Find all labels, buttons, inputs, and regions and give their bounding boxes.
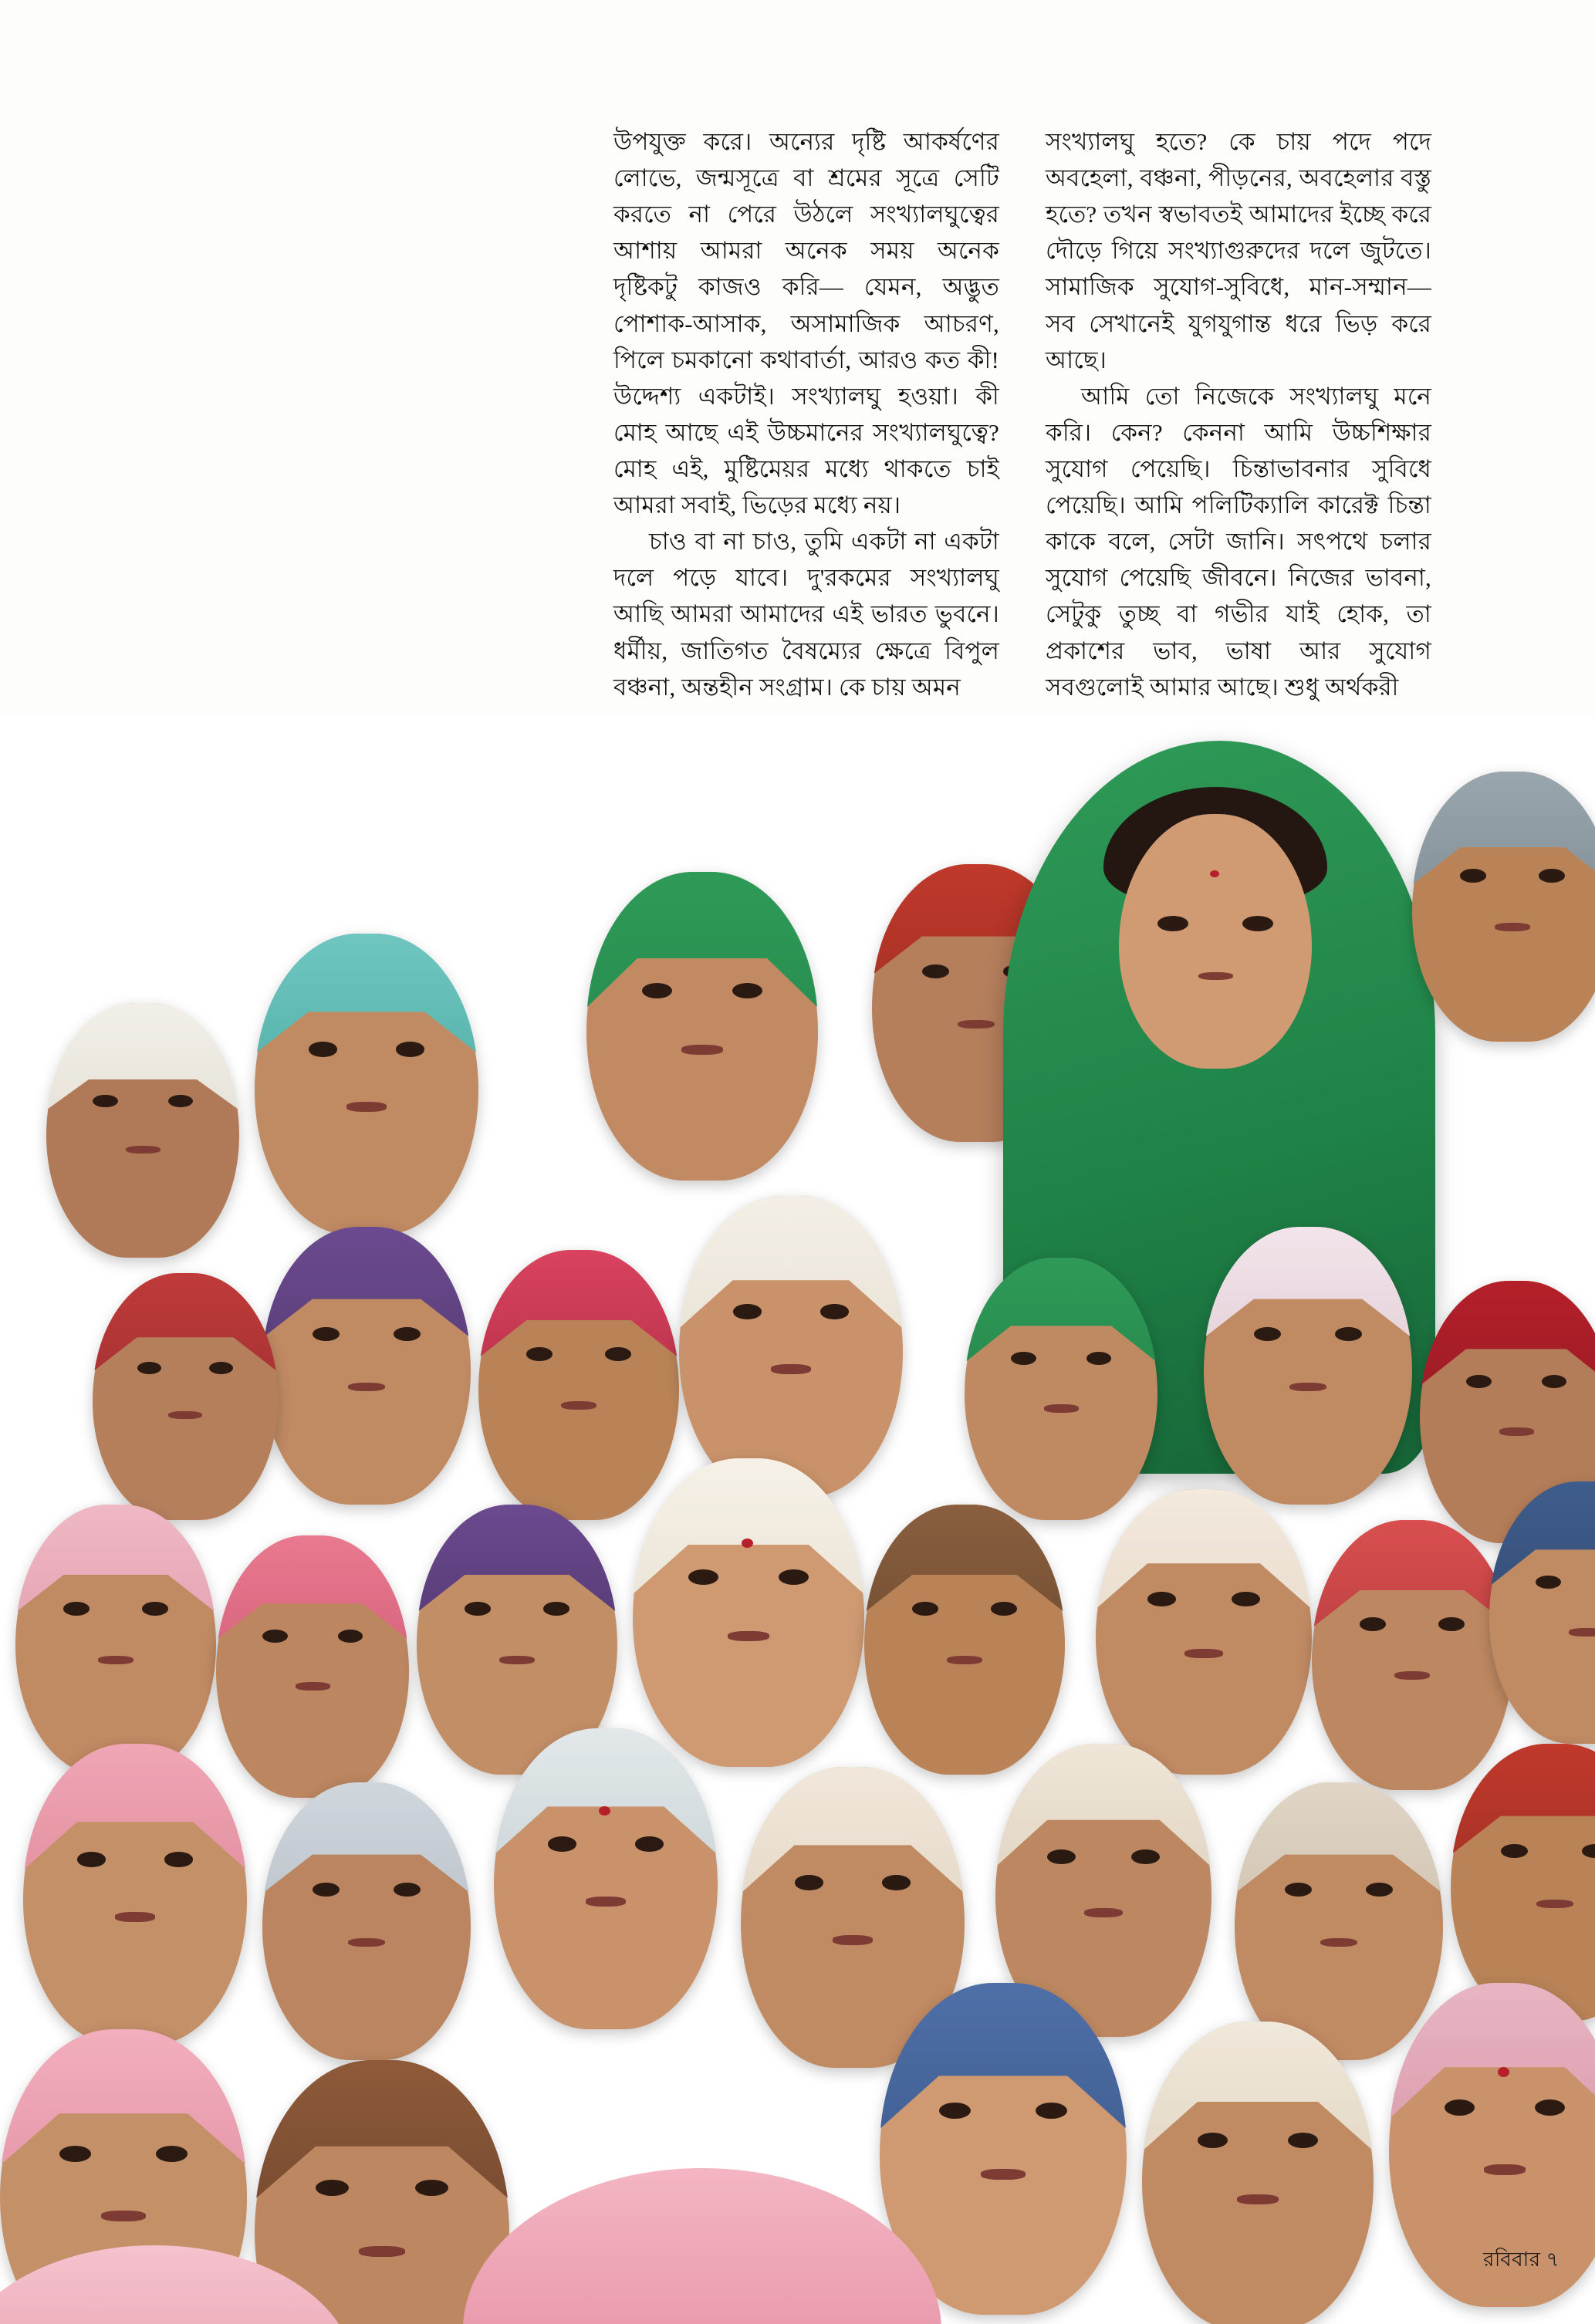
eye [313,1883,340,1897]
mouth [296,1682,330,1691]
head-scarf [216,1535,409,1798]
mouth [359,2246,404,2257]
head-scarf [1412,772,1595,1042]
mouth [1320,1938,1358,1947]
eye [779,1569,809,1585]
eye [1539,869,1565,883]
mouth [115,1912,155,1921]
mouth [1569,1628,1595,1637]
eye [1086,1352,1112,1365]
eye [1285,1883,1312,1897]
crowd-person [494,1728,718,2029]
eye [1460,869,1486,883]
eye [688,1569,718,1585]
paragraph: চাও বা না চাও, তুমি একটা না একটা দলে পড়ে যাবে। দু'রকমের সংখ্যালঘু আছি আমরা আমাদের এই ভারত ভুবনে। ধর্মীয়, জাতিগত বৈষম্যের ক্ষেত্রে বিপুল বঞ্চনা, অন্তহীন সংগ্রাম। কে চায় অমন [613,528,999,701]
crowd-person [216,1535,409,1798]
eye [309,1042,338,1057]
head-scarf [1204,1227,1412,1505]
mouth [771,1364,811,1373]
head-scarf [23,1744,247,2045]
crowd-person [262,1227,471,1505]
eye [394,1327,421,1341]
mouth [1499,1427,1534,1436]
mouth [981,2169,1026,2180]
mouth [947,1656,983,1664]
eye [912,1602,938,1616]
eye [732,983,762,998]
crowd-photograph [0,718,1595,2324]
head-scarf [1451,1744,1595,2022]
eye [338,1630,363,1643]
crowd-person [1312,1520,1512,1790]
eye [548,1836,577,1852]
foreground-figure [463,2168,941,2324]
bindi [1210,870,1220,878]
eye [316,2180,349,2197]
head-scarf [262,1227,471,1505]
eye [168,1095,194,1108]
head-scarf [586,872,818,1181]
eye [1366,1883,1393,1897]
eye [939,2103,972,2120]
eye [1131,1849,1159,1864]
mouth [586,1897,626,1906]
bindi [742,1539,753,1548]
mouth [1394,1671,1431,1680]
mouth [346,1102,387,1111]
photo-content [0,718,1595,2324]
crowd-person [23,1744,247,2045]
head-scarf [1142,2022,1374,2324]
mouth [1184,1649,1223,1658]
eye [1198,2133,1228,2148]
photo-background [0,718,1595,810]
eye [164,1852,194,1867]
eye [396,1042,425,1057]
head-scarf [1235,1782,1443,2060]
crowd-person [864,1505,1065,1775]
eye [1466,1375,1492,1388]
eye [142,1602,168,1616]
eye [922,964,949,978]
article-text [613,123,1593,705]
eye [93,1095,118,1108]
eye [1335,1327,1362,1341]
mouth [728,1631,769,1641]
eye [733,1304,762,1319]
bindi [599,1806,610,1816]
eye [1147,1592,1175,1606]
head-scarf [1096,1489,1312,1775]
head-scarf [255,934,478,1235]
crowd-person [965,1258,1157,1520]
eye [820,1304,850,1319]
head-scarf [633,1458,864,1767]
eye [415,2180,448,2197]
eye [77,1852,106,1867]
eye [313,1327,340,1341]
eye [795,1875,824,1890]
crowd-person [1096,1489,1312,1775]
crowd-person [93,1273,278,1520]
eye [991,1602,1017,1616]
eye [1232,1592,1259,1606]
head-scarf [679,1196,903,1497]
head-scarf [864,1505,1065,1775]
paragraph: উপযুক্ত করে। অন্যের দৃষ্টি আকর্ষণের লোভে, জন্মসূত্রে বা শ্রমের সূত্রে সেটি করতে না পেরে উঠলে সংখ্যালঘুত্বের আশায় আমরা অনেক সময় অনেক দৃষ্টিকটু কাজও করি— যেমন, অদ্ভুত পোশাক-আসাক, অসামাজিক আচরণ, পিলে চমকানো কথাবার্তা, আরও কত কী! উদ্দেশ্য একটাই। সংখ্যালঘু হওয়া। কী মোহ আছে এই উচ্চমানের সংখ্যালঘুত্বে? মোহ এই, মুষ্টিমেয়র মধ্যে থাকতে চাই আমরা সবাই, ভিড়ের মধ্যে নয়। [613,128,999,519]
crowd-person [586,872,818,1181]
mouth [1536,1900,1574,1909]
mouth [348,1383,386,1392]
crowd-person [1204,1227,1412,1505]
crowd-person [262,1782,471,2060]
eye [526,1347,553,1361]
eye [156,2146,188,2162]
mouth [1084,1908,1123,1917]
eye [394,1883,421,1897]
eye [1445,2099,1475,2116]
eye [209,1362,233,1374]
mouth [98,1656,134,1664]
eye [1438,1617,1465,1631]
eye [1535,2099,1565,2116]
eye [1582,1844,1595,1858]
mouth [1198,972,1233,981]
crowd-person [679,1196,903,1497]
crowd-person [478,1250,679,1520]
eye [605,1347,631,1361]
eye [1536,1576,1561,1589]
head-scarf [93,1273,278,1520]
paragraph: সংখ্যালঘু হতে? কে চায় পদে পদে অবহেলা, বঞ্চনা, পীড়নের, অবহেলার বস্তু হতে? তখন স্বভাবতই আমাদের ইচ্ছে করে দৌড়ে গিয়ে সংখ্যাগুরুদের দলে জুটতে। সামাজিক সুযোগ-সুবিধে, মান-সম্মান— সব সেখানেই যুগযুগান্ত ধরে ভিড় করে আছে। [1046,128,1431,373]
head-scarf [965,1258,1157,1520]
crowd-person [1142,2022,1374,2324]
crowd-person [46,1003,239,1258]
mouth [1484,2164,1526,2174]
mouth [101,2211,146,2221]
page-footer-label: রবিবার ৭ [1483,2248,1560,2271]
eye [1501,1844,1528,1858]
crowd-person [1451,1744,1595,2022]
crowd-person [255,934,478,1235]
eye [882,1875,911,1890]
mouth [833,1935,873,1944]
head-scarf [494,1728,718,2029]
eye [1360,1617,1386,1631]
crowd-person [1412,772,1595,1042]
head-scarf [478,1250,679,1520]
eye [1542,1375,1567,1388]
mouth [1044,1404,1079,1413]
eye [465,1602,491,1616]
eye [1047,1849,1075,1864]
crowd-person [15,1505,216,1775]
head-scarf [1312,1520,1512,1790]
mouth [1495,923,1531,931]
mouth [168,1411,201,1419]
eye [1242,916,1273,931]
crowd-person [1235,1782,1443,2060]
eye [1157,916,1188,931]
eye [59,2146,92,2162]
mouth [499,1656,536,1664]
mouth [561,1401,597,1410]
left-column [613,123,999,705]
face [1119,814,1312,1069]
crowd-person [633,1458,864,1767]
mouth [1289,1383,1327,1392]
eye [137,1362,161,1374]
bindi [1498,2067,1509,2077]
eye [642,983,672,998]
right-column [1046,123,1431,705]
eye [1288,2133,1318,2148]
eye [1036,2103,1068,2120]
eye [63,1602,90,1616]
eye [1254,1327,1281,1341]
head-scarf [46,1003,239,1258]
paragraph: আমি তো নিজেকে সংখ্যালঘু মনে করি। কেন? কেননা আমি উচ্চশিক্ষার সুযোগ পেয়েছি। চিন্তাভাবনার সুবিধে পেয়েছি। আমি পলিটিক্যালি কারেক্ট চিন্তা কাকে বলে, সেটা জানি। সৎপথে চলার সুযোগ পেয়েছি জীবনে। নিজের ভাবনা, সেটুকু তুচ্ছ বা গভীর যাই হোক, তা প্রকাশের ভাব, ভাষা আর সুযোগ সবগুলোই আমার আছে। শুধু অর্থকরী [1046,382,1431,701]
head-scarf [262,1782,471,2060]
mouth [681,1045,723,1055]
eye [1011,1352,1036,1365]
mouth [126,1146,161,1154]
head-scarf [15,1505,216,1775]
mouth [958,1020,995,1029]
mouth [1237,2194,1279,2204]
eye [635,1836,664,1852]
eye [262,1630,288,1643]
mouth [348,1938,386,1947]
eye [543,1602,569,1616]
